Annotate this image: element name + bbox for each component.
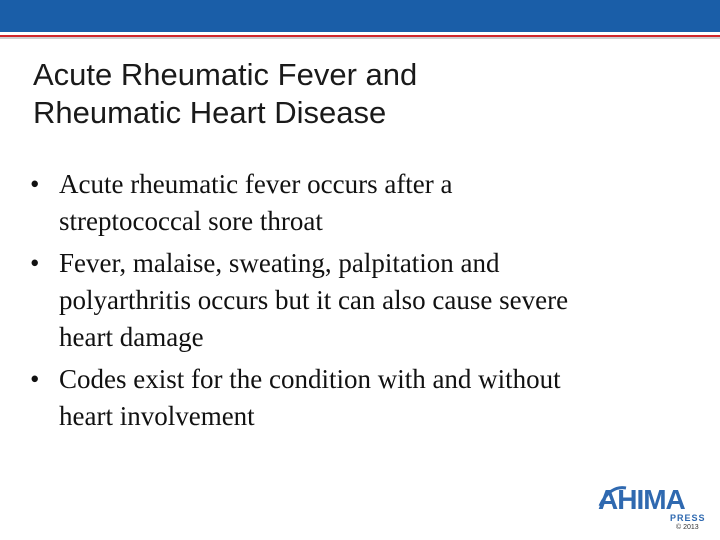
bullet-dot: • bbox=[30, 169, 40, 199]
bullet-dot: • bbox=[30, 248, 40, 278]
bullet-text-line: Codes exist for the condition with and without bbox=[59, 364, 561, 394]
bullet-text-line: Acute rheumatic fever occurs after a bbox=[59, 169, 453, 199]
bullet-item bbox=[30, 361, 680, 435]
logo-wordmark: AHIMA bbox=[598, 484, 685, 515]
bullet-text-line: polyarthritis occurs but it can also cause severe bbox=[59, 285, 569, 315]
bullet-text-line: heart involvement bbox=[59, 401, 255, 431]
accent-rule-gray bbox=[0, 37, 720, 39]
bullet-list bbox=[30, 166, 680, 440]
bullet-text-line: heart damage bbox=[59, 322, 204, 352]
slide-title-line-2: Rheumatic Heart Disease bbox=[33, 95, 387, 130]
bullet-text-line: Fever, malaise, sweating, palpitation and bbox=[59, 248, 500, 278]
bullet-text-line: streptococcal sore throat bbox=[59, 206, 323, 236]
logo-press-label: PRESS bbox=[670, 513, 706, 523]
top-banner-bar bbox=[0, 0, 720, 32]
slide-title-line-1: Acute Rheumatic Fever and bbox=[33, 57, 418, 92]
bullet-item bbox=[30, 166, 680, 240]
slide-title bbox=[33, 56, 693, 132]
bullet-dot: • bbox=[30, 364, 40, 394]
copyright-notice: © 2013 bbox=[676, 524, 699, 531]
bullet-item bbox=[30, 245, 680, 356]
